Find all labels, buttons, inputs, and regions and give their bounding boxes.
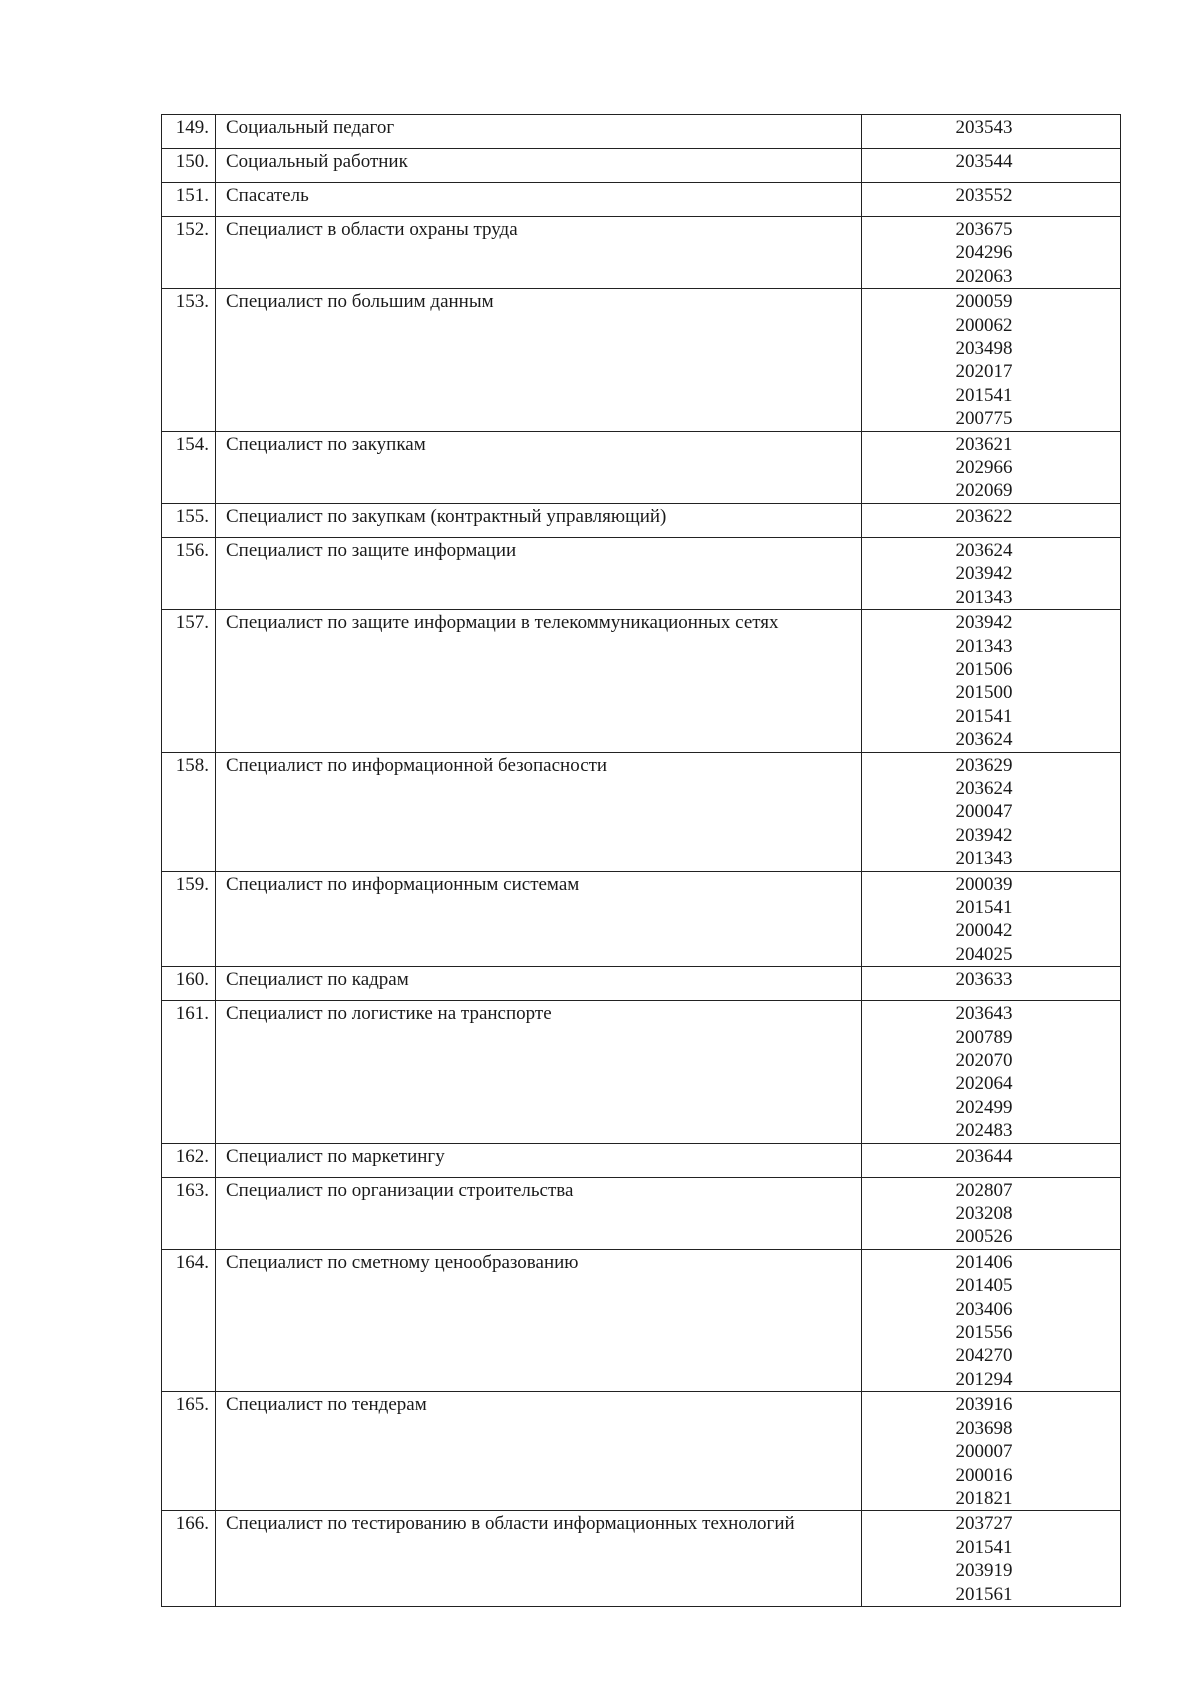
program-code: 200775 xyxy=(955,408,1013,430)
table-row xyxy=(162,967,1121,1001)
table-row xyxy=(162,1249,1121,1391)
row-number: 162. xyxy=(162,1143,216,1177)
program-code: 202069 xyxy=(955,480,1013,502)
program-code: 200039 xyxy=(955,873,1013,895)
program-code: 203727 xyxy=(955,1513,1013,1535)
row-number: 156. xyxy=(162,537,216,609)
row-number: 160. xyxy=(162,967,216,1001)
program-code: 203498 xyxy=(955,338,1013,360)
program-code: 200047 xyxy=(955,801,1013,823)
program-code: 203624 xyxy=(955,539,1013,561)
code-list xyxy=(862,183,1121,217)
code-list xyxy=(862,537,1121,609)
program-code: 201406 xyxy=(955,1251,1013,1273)
program-code: 203552 xyxy=(955,185,1013,206)
row-number: 161. xyxy=(162,1001,216,1143)
program-code: 204296 xyxy=(955,242,1013,264)
program-code: 202966 xyxy=(955,457,1013,479)
table-row xyxy=(162,1177,1121,1249)
row-number: 159. xyxy=(162,871,216,967)
table-row xyxy=(162,149,1121,183)
profession-name: Социальный работник xyxy=(216,149,862,183)
profession-name: Специалист в области охраны труда xyxy=(216,217,862,289)
profession-name: Спасатель xyxy=(216,183,862,217)
program-code: 203621 xyxy=(955,433,1013,455)
code-list xyxy=(862,1249,1121,1391)
code-list xyxy=(862,217,1121,289)
row-number: 150. xyxy=(162,149,216,183)
program-code: 202499 xyxy=(955,1096,1013,1118)
table-row xyxy=(162,752,1121,871)
program-code: 203543 xyxy=(955,117,1013,138)
profession-name: Специалист по закупкам (контрактный управляющий) xyxy=(216,503,862,537)
program-code: 203208 xyxy=(955,1203,1013,1225)
code-list xyxy=(862,149,1121,183)
code-list xyxy=(862,1511,1121,1607)
row-number: 164. xyxy=(162,1249,216,1391)
program-code: 202483 xyxy=(955,1120,1013,1142)
program-code: 203622 xyxy=(955,505,1013,527)
program-code: 201343 xyxy=(955,848,1013,870)
code-list xyxy=(862,115,1121,149)
row-number: 154. xyxy=(162,431,216,503)
program-code: 201541 xyxy=(955,896,1013,918)
profession-name: Социальный педагог xyxy=(216,115,862,149)
program-code: 202063 xyxy=(955,265,1013,287)
code-list xyxy=(862,1177,1121,1249)
program-code: 203624 xyxy=(955,729,1013,751)
table-row xyxy=(162,1143,1121,1177)
program-code: 200789 xyxy=(955,1026,1013,1048)
table-row xyxy=(162,115,1121,149)
program-code: 204270 xyxy=(955,1345,1013,1367)
table-row xyxy=(162,1001,1121,1143)
row-number: 157. xyxy=(162,610,216,752)
code-list xyxy=(862,610,1121,752)
profession-name: Специалист по маркетингу xyxy=(216,1143,862,1177)
profession-name: Специалист по информационным системам xyxy=(216,871,862,967)
row-number: 155. xyxy=(162,503,216,537)
profession-name: Специалист по логистике на транспорте xyxy=(216,1001,862,1143)
program-code: 203406 xyxy=(955,1298,1013,1320)
program-code: 203544 xyxy=(955,151,1013,172)
code-list xyxy=(862,752,1121,871)
code-list xyxy=(862,871,1121,967)
program-code: 202807 xyxy=(955,1179,1013,1201)
program-code: 203942 xyxy=(955,563,1013,585)
code-list xyxy=(862,1392,1121,1511)
profession-name: Специалист по тендерам xyxy=(216,1392,862,1511)
profession-codes-table xyxy=(161,114,1121,1607)
program-code: 203675 xyxy=(955,219,1013,240)
code-list xyxy=(862,967,1121,1001)
table-row xyxy=(162,431,1121,503)
table-row xyxy=(162,217,1121,289)
table-row xyxy=(162,537,1121,609)
program-code: 200059 xyxy=(955,291,1013,313)
code-list xyxy=(862,431,1121,503)
program-code: 203698 xyxy=(955,1417,1013,1439)
table-body xyxy=(162,115,1121,1607)
table-row xyxy=(162,1392,1121,1511)
program-code: 200042 xyxy=(955,920,1013,942)
row-number: 151. xyxy=(162,183,216,217)
profession-name: Специалист по защите информации xyxy=(216,537,862,609)
program-code: 201541 xyxy=(955,384,1013,406)
program-code: 203643 xyxy=(955,1003,1013,1025)
row-number: 149. xyxy=(162,115,216,149)
code-list xyxy=(862,289,1121,431)
row-number: 166. xyxy=(162,1511,216,1607)
profession-name: Специалист по кадрам xyxy=(216,967,862,1001)
program-code: 201343 xyxy=(955,635,1013,657)
table-row xyxy=(162,289,1121,431)
program-code: 201541 xyxy=(955,1536,1013,1558)
program-code: 201405 xyxy=(955,1275,1013,1297)
row-number: 158. xyxy=(162,752,216,871)
table-row xyxy=(162,871,1121,967)
table-row xyxy=(162,503,1121,537)
program-code: 201821 xyxy=(955,1487,1013,1509)
row-number: 165. xyxy=(162,1392,216,1511)
table-row xyxy=(162,610,1121,752)
code-list xyxy=(862,503,1121,537)
program-code: 201561 xyxy=(955,1583,1013,1605)
program-code: 203644 xyxy=(955,1145,1013,1167)
code-list xyxy=(862,1001,1121,1143)
program-code: 203942 xyxy=(955,824,1013,846)
code-list xyxy=(862,1143,1121,1177)
program-code: 203916 xyxy=(955,1394,1013,1416)
program-code: 200007 xyxy=(955,1441,1013,1463)
program-code: 201506 xyxy=(955,658,1013,680)
program-code: 201556 xyxy=(955,1322,1013,1344)
profession-name: Специалист по сметному ценообразованию xyxy=(216,1249,862,1391)
program-code: 204025 xyxy=(955,943,1013,965)
profession-name: Специалист по закупкам xyxy=(216,431,862,503)
profession-name: Специалист по тестированию в области информационных технологий xyxy=(216,1511,862,1607)
program-code: 203633 xyxy=(955,969,1013,991)
row-number: 152. xyxy=(162,217,216,289)
table-row xyxy=(162,183,1121,217)
program-code: 200062 xyxy=(955,314,1013,336)
program-code: 200526 xyxy=(955,1226,1013,1248)
program-code: 202064 xyxy=(955,1073,1013,1095)
program-code: 203942 xyxy=(955,612,1013,634)
program-code: 202070 xyxy=(955,1050,1013,1071)
program-code: 203919 xyxy=(955,1560,1013,1582)
profession-name: Специалист по защите информации в телекоммуникационных сетях xyxy=(216,610,862,752)
program-code: 201541 xyxy=(955,705,1013,727)
profession-name: Специалист по организации строительства xyxy=(216,1177,862,1249)
row-number: 153. xyxy=(162,289,216,431)
table-row xyxy=(162,1511,1121,1607)
program-code: 200016 xyxy=(955,1464,1013,1486)
program-code: 201500 xyxy=(955,682,1013,704)
profession-name: Специалист по большим данным xyxy=(216,289,862,431)
program-code: 203624 xyxy=(955,777,1013,799)
program-code: 201294 xyxy=(955,1368,1013,1390)
row-number: 163. xyxy=(162,1177,216,1249)
program-code: 201343 xyxy=(955,586,1013,608)
program-code: 203629 xyxy=(955,754,1013,776)
program-code: 202017 xyxy=(955,361,1013,383)
profession-name: Специалист по информационной безопасности xyxy=(216,752,862,871)
